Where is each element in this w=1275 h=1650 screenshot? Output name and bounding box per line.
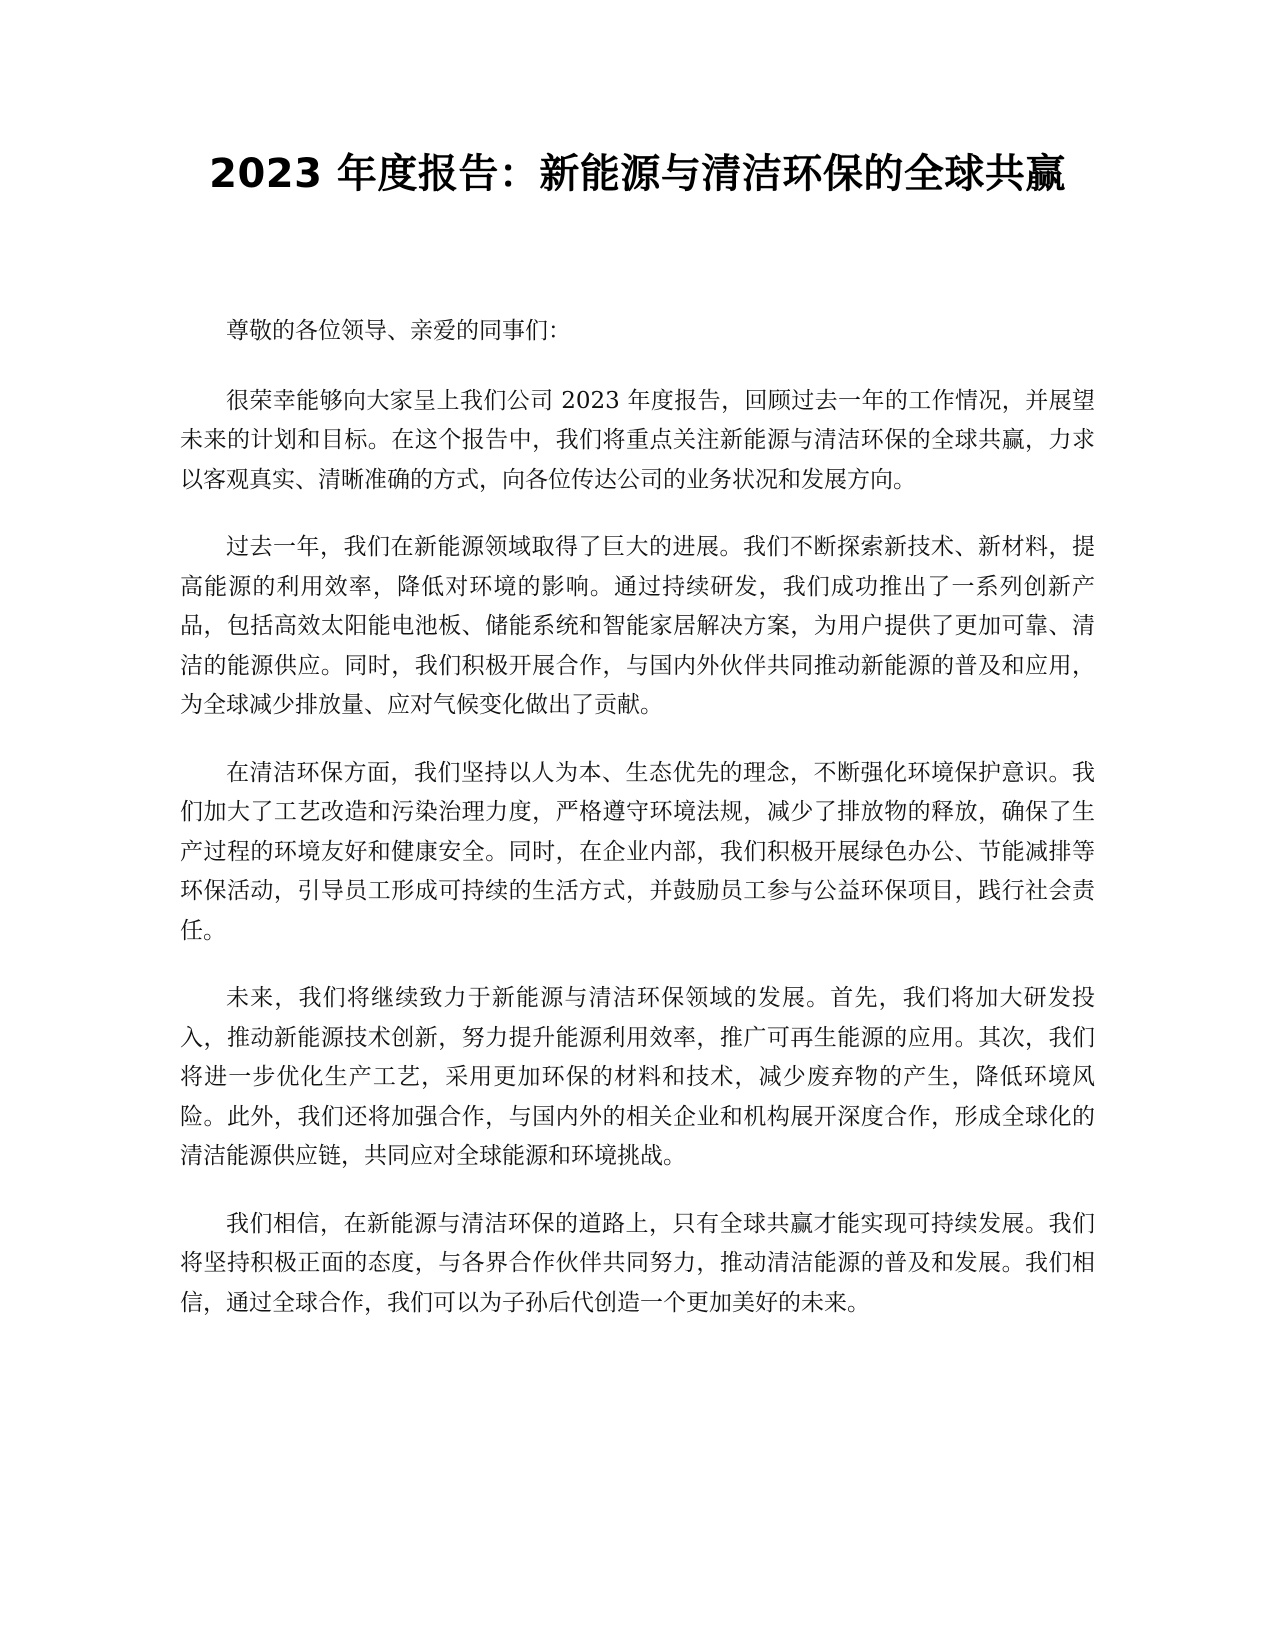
- document-title: 2023 年度报告：新能源与清洁环保的全球共赢: [209, 151, 1066, 197]
- paragraph-environment: 在清洁环保方面，我们坚持以人为本、生态优先的理念，不断强化环境保护意识。我们加大了工艺改造和污染治理力度，严格遵守环境法规，减少了排放物的释放，确保了生产过程的环境友好和健康安全。同时，在企业内部，我们积极开展绿色办公、节能减排等环保活动，引导员工形成可持续的生活方式，并鼓励员工参与公益环保项目，践行社会责任。: [180, 759, 1095, 944]
- paragraph-conclusion: 我们相信，在新能源与清洁环保的道路上，只有全球共赢才能实现可持续发展。我们将坚持积极正面的态度，与各界合作伙伴共同努力，推动清洁能源的普及和发展。我们相信，通过全球合作，我们可以为子孙后代创造一个更加美好的未来。: [180, 1210, 1095, 1316]
- document-body: [180, 312, 1095, 1351]
- paragraph-future: 未来，我们将继续致力于新能源与清洁环保领域的发展。首先，我们将加大研发投入，推动新能源技术创新，努力提升能源利用效率，推广可再生能源的应用。其次，我们将进一步优化生产工艺，采用更加环保的材料和技术，减少废弃物的产生，降低环境风险。此外，我们还将加强合作，与国内外的相关企业和机构展开深度合作，形成全球化的清洁能源供应链，共同应对全球能源和环境挑战。: [180, 985, 1095, 1169]
- paragraph-intro: 很荣幸能够向大家呈上我们公司 2023 年度报告，回顾过去一年的工作情况，并展望未来的计划和目标。在这个报告中，我们将重点关注新能源与清洁环保的全球共赢，力求以客观真实、清晰准确的方式，向各位传达公司的业务状况和发展方向。: [180, 387, 1095, 493]
- salutation: 尊敬的各位领导、亲爱的同事们：: [226, 318, 571, 344]
- paragraph-new-energy: 过去一年，我们在新能源领域取得了巨大的进展。我们不断探索新技术、新材料，提高能源的利用效率，降低对环境的影响。通过持续研发，我们成功推出了一系列创新产品，包括高效太阳能电池板、储能系统和智能家居解决方案，为用户提供了更加可靠、清洁的能源供应。同时，我们积极开展合作，与国内外伙伴共同推动新能源的普及和应用，为全球减少排放量、应对气候变化做出了贡献。: [180, 534, 1095, 718]
